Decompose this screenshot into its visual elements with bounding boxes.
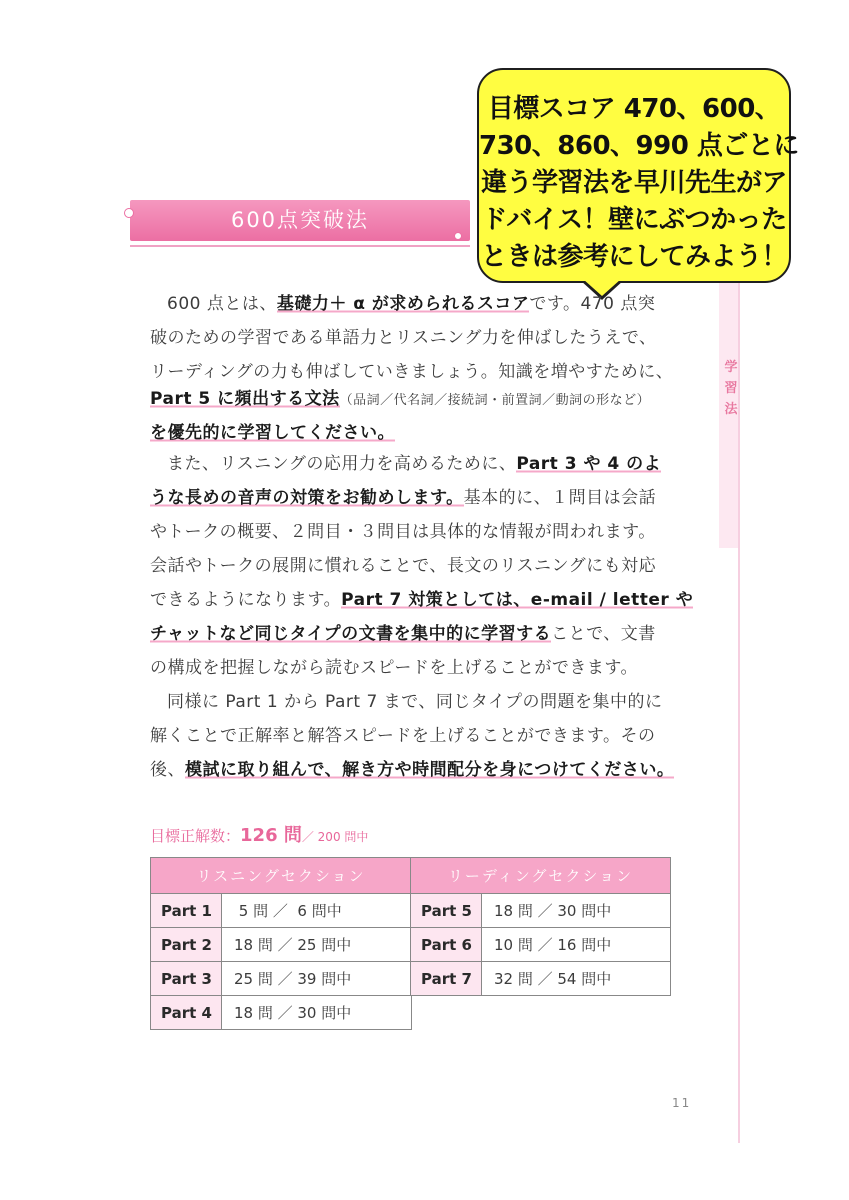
highlight-text: Part 3 や 4 のよ — [516, 454, 662, 474]
part-cell: Part 2 — [151, 928, 222, 962]
text-span: ことで、文書 — [551, 624, 656, 644]
highlight-text: を優先的に学習してください。 — [150, 423, 395, 443]
paragraph-line: リーディングの力も伸ばしていきましょう。知識を増やすために、 — [150, 362, 674, 382]
goal-total: ／ 200 問中 — [301, 830, 369, 844]
part-cell: Part 1 — [151, 894, 222, 928]
paragraph-line: 同様に Part 1 から Part 7 まで、同じタイプの問題を集中的に — [167, 692, 663, 712]
score-cell: 10 問 ／ 16 問中 — [482, 928, 671, 962]
bubble-line: ときは参考にしてみよう！ — [480, 242, 787, 272]
paragraph-line — [150, 447, 690, 481]
paragraph-line: 解くことで正解率と解答スピードを上げることができます。その — [150, 726, 656, 746]
paragraph-line — [150, 753, 690, 787]
part-cell: Part 6 — [411, 928, 482, 962]
paragraph-line — [150, 382, 690, 416]
reading-table — [410, 857, 671, 996]
highlight-text: 基礎力＋ α が求められるスコア — [276, 294, 530, 314]
listening-table — [150, 857, 412, 1030]
text-span: 後、 — [150, 760, 185, 780]
bubble-line: 730、860、990 点ごとに — [479, 131, 799, 161]
part-cell: Part 4 — [151, 996, 222, 1030]
score-cell: 18 問 ／ 30 問中 — [222, 996, 412, 1030]
table-row — [151, 928, 412, 962]
page-number: 11 — [672, 1096, 692, 1110]
paragraph-line: の構成を把握しながら読むスピードを上げることができます。 — [150, 658, 638, 678]
highlight-text: うな長めの音声の対策をお勧めします。 — [150, 488, 464, 508]
table-header: リーディングセクション — [411, 858, 671, 894]
part-cell: Part 7 — [411, 962, 482, 996]
table-row — [151, 894, 412, 928]
text-span: です。470 点突 — [529, 294, 656, 314]
goal-score — [150, 821, 368, 851]
highlight-text: チャットなど同じタイプの文書を集中的に学習する — [150, 624, 552, 644]
goal-count: 126 問 — [240, 825, 302, 846]
text-span: 基本的に、１問目は会話 — [463, 488, 657, 508]
text-span: 600 点とは、 — [167, 294, 277, 314]
bubble-line: 違う学習法を早川先生がア — [480, 168, 787, 198]
text-span: できるようになります。 — [150, 590, 342, 610]
paragraph-line: やトークの概要、２問目・３問目は具体的な情報が問われます。 — [150, 522, 656, 542]
bubble-line: 目標スコア 470、600、 — [487, 94, 781, 124]
highlight-text: 模試に取り組んで、解き方や時間配分を身につけてください。 — [185, 760, 675, 780]
section-heading-banner — [130, 200, 470, 241]
score-cell: 18 問 ／ 30 問中 — [482, 894, 671, 928]
score-cell: 32 問 ／ 54 問中 — [482, 962, 671, 996]
note-text: （品詞／代名詞／接続詞・前置詞／動詞の形など） — [339, 393, 651, 408]
paragraph-line — [150, 416, 690, 450]
text-span: また、リスニングの応用力を高めるために、 — [167, 454, 517, 474]
paragraph-line — [150, 481, 690, 515]
part-cell: Part 5 — [411, 894, 482, 928]
margin-tab-char: 法 — [724, 402, 738, 417]
table-header: リスニングセクション — [151, 858, 412, 894]
paragraph-line — [150, 583, 694, 617]
score-cell: 5 問 ／ 6 問中 — [222, 894, 412, 928]
paragraph-line: 会話やトークの展開に慣れることで、長文のリスニングにも対応 — [150, 556, 657, 576]
table-row — [151, 962, 412, 996]
table-row — [411, 894, 671, 928]
table-row — [411, 928, 671, 962]
score-cell: 18 問 ／ 25 問中 — [222, 928, 412, 962]
section-heading: 600点突破法 — [230, 208, 370, 232]
paragraph-line: 破のための学習である単語力とリスニング力を伸ばしたうえで、 — [150, 328, 657, 348]
bubble-line: ドバイス！壁にぶつかった — [481, 205, 787, 235]
speech-bubble — [477, 68, 799, 283]
paragraph-line — [150, 617, 690, 651]
goal-label: 目標正解数： — [150, 827, 241, 845]
margin-tab-label — [723, 357, 739, 420]
margin-tab-char: 学 — [724, 360, 738, 375]
part-cell: Part 3 — [151, 962, 222, 996]
margin-tab-char: 習 — [724, 381, 738, 396]
table-row — [411, 962, 671, 996]
paragraph-line — [150, 287, 690, 321]
highlight-text: Part 7 対策としては、e-mail / letter や — [341, 590, 694, 610]
score-cell: 25 問 ／ 39 問中 — [222, 962, 412, 996]
table-row — [151, 996, 412, 1030]
highlight-text: Part 5 に頻出する文法 — [150, 389, 340, 409]
